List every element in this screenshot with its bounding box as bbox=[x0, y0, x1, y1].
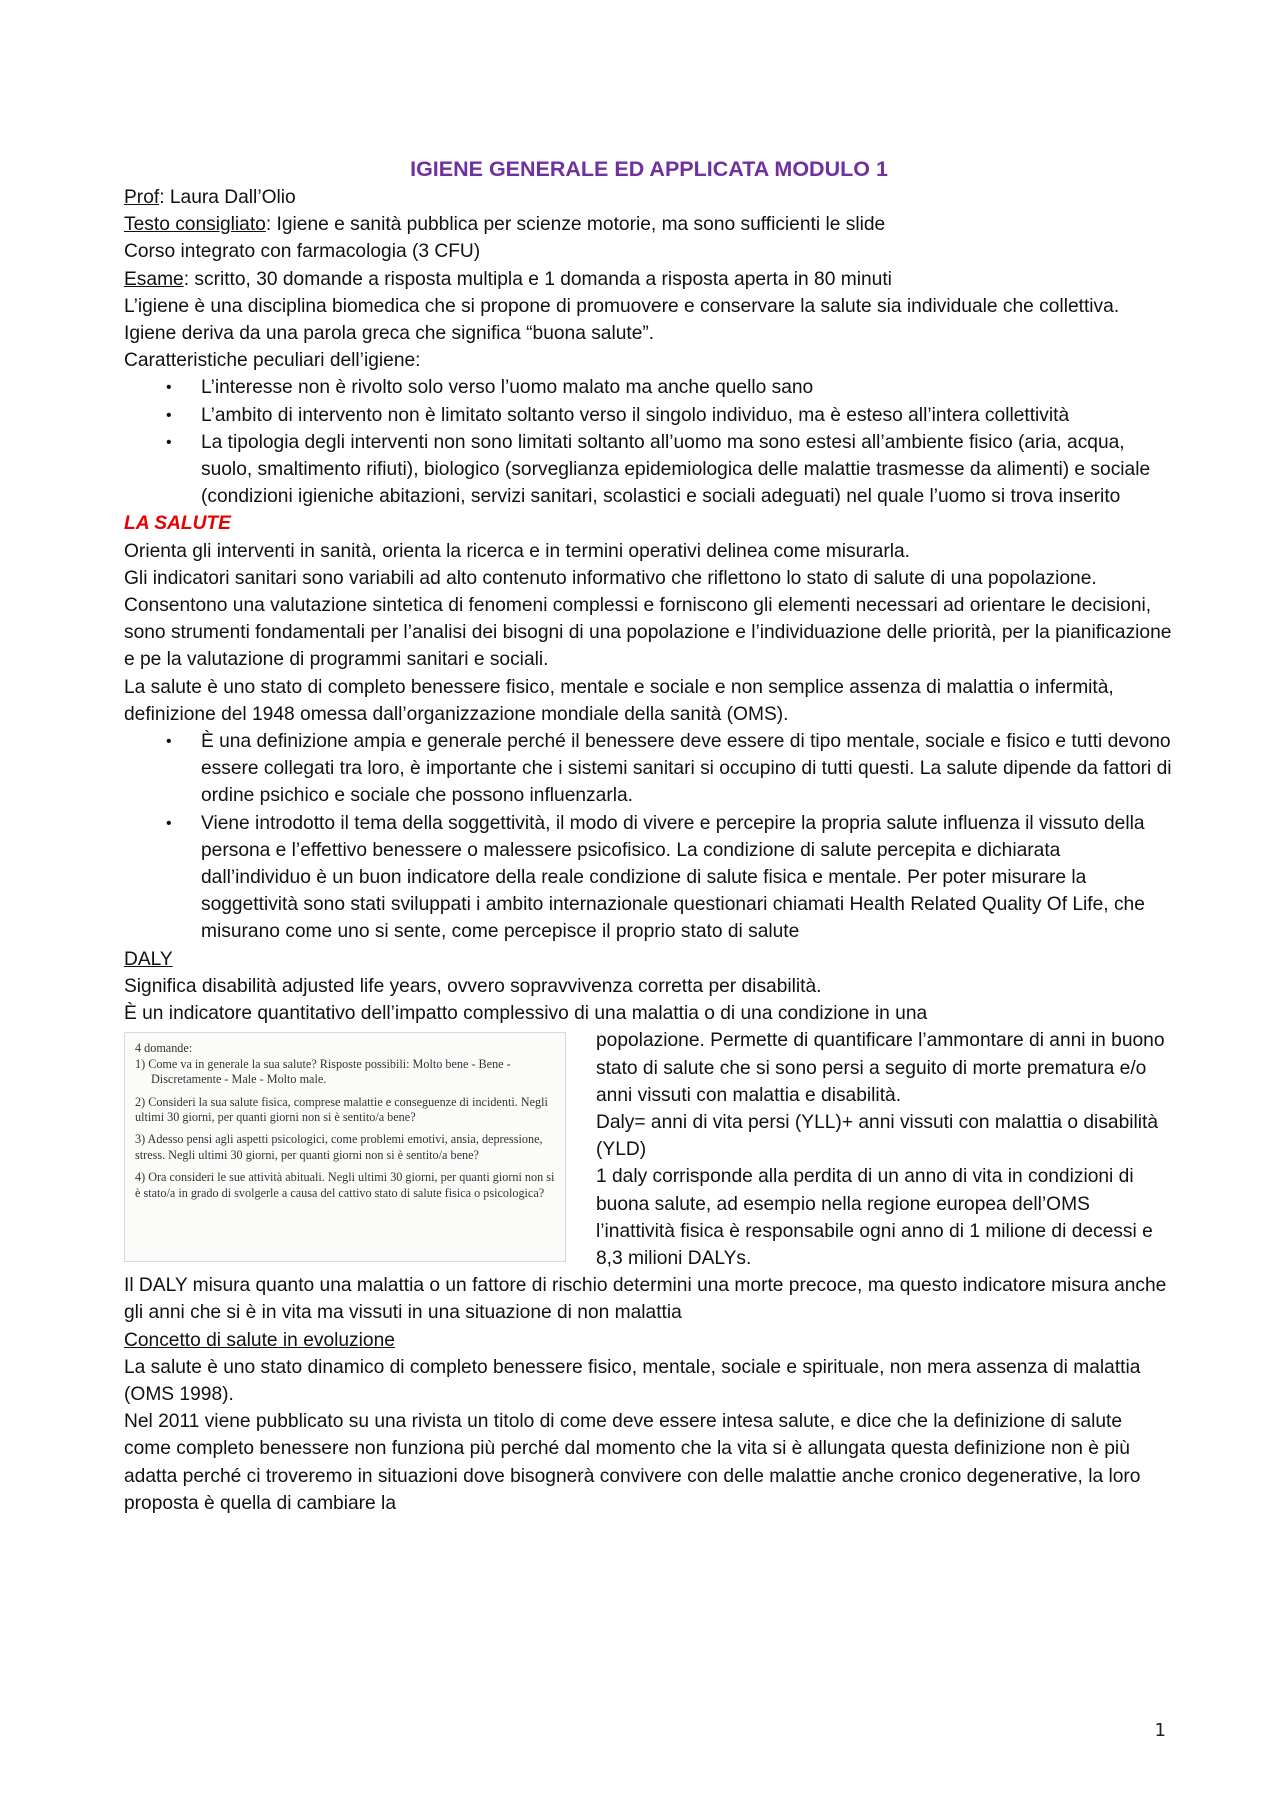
figure-question: 2) Consideri la sua salute fisica, comprese malattie e conseguenze di incidenti. Negli ultimi 30 giorni, per quanti giorni non si è sentito/a bene? bbox=[135, 1094, 548, 1124]
daly-paragraph: popolazione. Permette di quantificare l’ammontare di anni in buono stato di salute che si sono persi a seguito di morte prematura e/o anni vissuti con malattia e disabilità. bbox=[596, 1030, 1165, 1106]
daly-paragraph: 1 daly corrisponde alla perdita di un anno di vita in condizioni di buona salute, ad esempio nella regione europea dell’OMS l’inattività fisica è responsabile ogni anno di 1 milione di decessi e 8,3 milioni DALYs. bbox=[596, 1166, 1153, 1269]
prof-line bbox=[124, 184, 1174, 211]
figure-header: 4 domande: bbox=[135, 1041, 193, 1056]
salute-paragraph: Gli indicatori sanitari sono variabili ad alto contenuto informativo che riflettono lo stato di salute di una popolazione. Consentono una valutazione sintetica di fenomeni complessi e forniscono gli elementi necessari ad orientare le decisioni, sono strumenti fondamentali per l’analisi dei bisogni di una popolazione e l’individuazione delle priorità, per la pianificazione e pe la valutazione di programmi sanitari e sociali. bbox=[124, 567, 1172, 671]
list-item: • Viene introdotto il tema della soggettività, il modo di vivere e percepire la propria salute influenza il vissuto della persona e l’effettivo benessere o malessere psicofisico. La condizione di salute percepita e dichiarata dall’individuo è un buon indicatore della reale condizione di salute fisica e mentale. Per poter misurare la soggettività sono stati sviluppati i ambito internazionale questionari chiamati Health Related Quality Of Life, che misurano come uno si sente, come percepisce il proprio stato di salute bbox=[124, 810, 1174, 946]
igiene-characteristics-list bbox=[124, 374, 1174, 510]
esame-line bbox=[124, 266, 1174, 293]
list-item: • La tipologia degli interventi non sono limitati soltanto all’uomo ma sono estesi all’ambiente fisico (aria, acqua, suolo, smaltimento rifiuti), biologico (sorveglianza epidemiologica delle malattie trasmesse da alimenti) e sociale (condizioni igieniche abitazioni, servizi sanitari, scolastici e sociali adeguati) nel quale l’uomo si trova inserito bbox=[124, 429, 1174, 511]
page-content bbox=[124, 154, 1174, 1517]
questionnaire-figure bbox=[124, 1032, 566, 1262]
list-item: • L’ambito di intervento non è limitato soltanto verso il singolo individuo, ma è esteso all’intera collettività bbox=[124, 402, 1174, 429]
daly-paragraph: Il DALY misura quanto una malattia o un fattore di rischio determini una morte precoce, ma questo indicatore misura anche gli anni che si è in vita ma vissuti in una situazione di non malattia bbox=[124, 1275, 1167, 1324]
page-number: 1 bbox=[1154, 1720, 1166, 1741]
salute-list bbox=[124, 728, 1174, 946]
daly-paragraph: Significa disabilità adjusted life years, ovvero sopravvivenza corretta per disabilità. bbox=[124, 975, 822, 997]
salute-paragraph: La salute è uno stato di completo benessere fisico, mentale e sociale e non semplice assenza di malattia o infermità, definizione del 1948 omessa dall’organizzazione mondiale della sanità (OMS). bbox=[124, 676, 1114, 725]
evoluzione-paragraph: La salute è uno stato dinamico di completo benessere fisico, mentale, sociale e spirituale, non mera assenza di malattia (OMS 1998). bbox=[124, 1356, 1141, 1405]
corso-line: Corso integrato con farmacologia (3 CFU) bbox=[124, 241, 481, 263]
testo-line bbox=[124, 211, 1174, 238]
document-title: IGIENE GENERALE ED APPLICATA MODULO 1 bbox=[410, 157, 888, 181]
intro-paragraph: Igiene deriva da una parola greca che significa “buona salute”. bbox=[124, 323, 655, 345]
figure-question: 4) Ora consideri le sue attività abituali. Negli ultimi 30 giorni, per quanti giorni non si è stato/a in grado di svolgerle a causa del cattivo stato di salute fisica o psicologica? bbox=[135, 1170, 555, 1200]
evoluzione-paragraph: Nel 2011 viene pubblicato su una rivista un titolo di come deve essere intesa salute, e dice che la definizione di salute come completo benessere non funziona più perché dal momento che la vita si è allungata questa definizione non è più adatta perché ci troveremo in situazioni dove bisognerà convivere con delle malattie anche cronico degenerative, la loro proposta è quella di cambiare la bbox=[124, 1411, 1141, 1514]
prof-label: Prof bbox=[124, 187, 160, 208]
list-item: • È una definizione ampia e generale perché il benessere deve essere di tipo mentale, sociale e fisico e tutti devono essere collegati tra loro, è importante che i sistemi sanitari si occupino di tutti questi. La salute dipende da fattori di ordine psichico e sociale che possono influenzarla. bbox=[124, 728, 1174, 810]
section-heading-salute: LA SALUTE bbox=[124, 513, 231, 535]
esame-label: Esame bbox=[124, 268, 184, 290]
intro-paragraph: L’igiene è una disciplina biomedica che si propone di promuovere e conservare la salute sia individuale che collettiva. bbox=[124, 295, 1120, 317]
testo-label: Testo consigliato bbox=[124, 214, 266, 236]
daly-paragraph: Daly= anni di vita persi (YLL)+ anni vissuti con malattia o disabilità (YLD) bbox=[596, 1111, 1159, 1161]
list-item: • L’interesse non è rivolto solo verso l’uomo malato ma anche quello sano bbox=[124, 374, 1174, 401]
section-heading-evoluzione: Concetto di salute in evoluzione bbox=[124, 1329, 395, 1351]
esame-value: : scritto, 30 domande a risposta multipla e 1 domanda a risposta aperta in 80 minuti bbox=[183, 268, 892, 290]
figure-question: 3) Adesso pensi agli aspetti psicologici, come problemi emotivi, ansia, depressione, stress. Negli ultimi 30 giorni, per quanti giorni non si è sentito/a bene? bbox=[135, 1132, 543, 1162]
section-heading-daly: DALY bbox=[124, 948, 173, 970]
figure-question: 1) Come va in generale la sua salute? Risposte possibili: Molto bene - Bene - Discretamente - Male - Molto male. bbox=[135, 1056, 511, 1087]
intro-paragraph: Caratteristiche peculiari dell’igiene: bbox=[124, 350, 421, 372]
daly-paragraph: È un indicatore quantitativo dell’impatto complessivo di una malattia o di una condizione in una bbox=[124, 1003, 928, 1025]
testo-value: : Igiene e sanità pubblica per scienze motorie, ma sono sufficienti le slide bbox=[265, 214, 886, 236]
prof-value: : Laura Dall’Olio bbox=[159, 187, 296, 208]
salute-paragraph: Orienta gli interventi in sanità, orienta la ricerca e in termini operativi delinea come misurarla. bbox=[124, 540, 910, 562]
